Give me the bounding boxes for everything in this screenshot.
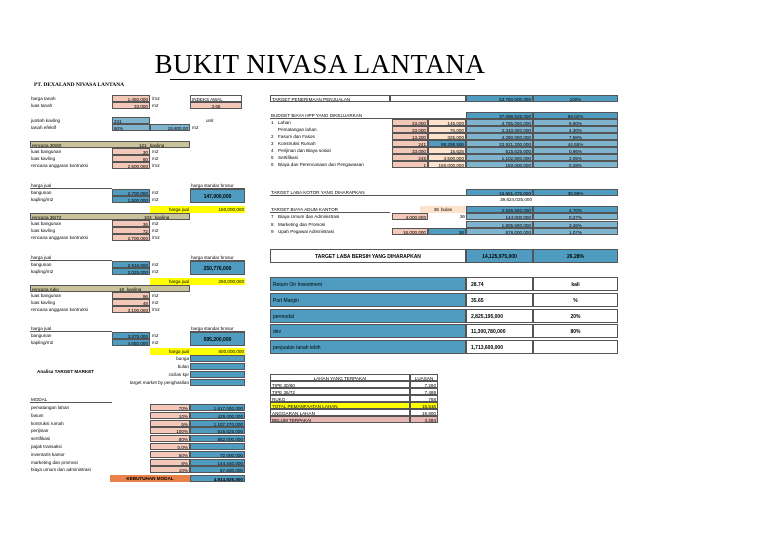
net-profit-pct[interactable]: 26.28% bbox=[533, 249, 618, 263]
modal-row-pct[interactable]: 5% bbox=[150, 420, 190, 427]
adum-row-value[interactable]: 576,000,000 bbox=[466, 228, 533, 235]
cell-unit: m2 bbox=[152, 293, 159, 298]
cell-value[interactable]: 33,000 bbox=[112, 102, 150, 109]
budget-row-qty[interactable]: 33,000 bbox=[392, 147, 428, 154]
cell-value[interactable]: 4,650,000 bbox=[112, 339, 150, 346]
count-unit: kavling bbox=[127, 287, 142, 292]
gross-profit-pct[interactable]: 30.98% bbox=[533, 189, 618, 196]
cell-value[interactable]: 72 bbox=[112, 227, 150, 234]
modal-total-label: KEBUTUHAN MODAL bbox=[110, 475, 190, 482]
budget-total-pct[interactable]: 69.02% bbox=[533, 112, 618, 119]
lahan-row-value[interactable]: 19,800 bbox=[410, 409, 438, 416]
section-header bbox=[30, 141, 190, 148]
budget-row-qty[interactable]: 13,200 bbox=[392, 133, 428, 140]
cell-value[interactable]: 30 bbox=[112, 148, 150, 155]
cell-label: rencana anggaran kontruksi bbox=[31, 307, 88, 312]
modal-row-value[interactable]: 57,600,000 bbox=[190, 466, 245, 473]
cell-value: 39,624,025,000 bbox=[500, 197, 532, 202]
cell-value[interactable]: 2,025,000 bbox=[112, 268, 150, 275]
adum-row-value[interactable]: 1,805,500,000 bbox=[466, 221, 533, 228]
adum-row-months[interactable]: 36 bbox=[459, 214, 465, 219]
modal-row-value[interactable]: 1,617,000,000 bbox=[190, 404, 245, 411]
modal-row-label: kontruksi rumah bbox=[31, 420, 64, 426]
budget-row-pct[interactable]: 7.98% bbox=[533, 133, 618, 140]
cell-label: luas kavling bbox=[31, 228, 56, 233]
cell-label: bangunan bbox=[31, 190, 52, 195]
budget-row-price[interactable]: 150,000,000 bbox=[428, 161, 466, 168]
modal-row-pct[interactable]: 0.0% bbox=[150, 443, 190, 450]
budget-row-pct[interactable]: 2.05% bbox=[533, 154, 618, 161]
lahan-row-value[interactable]: 4,284 bbox=[410, 416, 438, 423]
cell-label: INDEKS AWAL bbox=[190, 95, 242, 102]
modal-row-label: inventaris kantor bbox=[31, 451, 65, 457]
cell-unit: m2 bbox=[152, 300, 159, 305]
cell-unit: /m2 bbox=[152, 163, 160, 168]
budget-row-price[interactable]: 4,500,000 bbox=[428, 154, 466, 161]
cell-unit: m2 bbox=[152, 269, 159, 274]
metric-label: Return On Investment bbox=[270, 277, 466, 291]
modal-row-label: pajak transaksi bbox=[31, 444, 62, 449]
budget-row-price[interactable]: 145,000 bbox=[428, 119, 466, 126]
lahan-row-value[interactable]: 7,260 bbox=[410, 381, 438, 388]
budget-row-label: Lahan bbox=[278, 120, 291, 125]
adum-row-label: Biaya Umum dan Administrasi bbox=[278, 214, 340, 219]
cell-unit: /m2 bbox=[152, 235, 160, 240]
cell-value[interactable]: 96 bbox=[112, 292, 150, 299]
adum-row-pct[interactable]: 0.27% bbox=[533, 213, 618, 220]
cell-label: harga jual bbox=[30, 182, 112, 189]
lahan-row-label: BELUM TERPAKAI bbox=[270, 416, 410, 423]
cell-unit: /m2 bbox=[152, 307, 160, 312]
cell-label: rencana anggaran kontruksi bbox=[31, 235, 88, 240]
budget-header: BUDGET BIAYA HPP YANG DIKELUARKAN bbox=[270, 112, 466, 119]
input-cell[interactable] bbox=[190, 355, 245, 362]
budget-row-qty[interactable]: 33,000 bbox=[392, 126, 428, 133]
months-value[interactable]: 36 bbox=[420, 206, 440, 213]
modal-row-pct[interactable]: 10% bbox=[150, 412, 190, 419]
input-cell[interactable] bbox=[190, 371, 245, 378]
cell-value[interactable]: 48 bbox=[112, 299, 150, 306]
cell-unit: m2 bbox=[152, 156, 159, 161]
modal-row-value[interactable] bbox=[190, 443, 245, 450]
budget-row-no: 1 bbox=[271, 120, 274, 125]
count-value: 104 bbox=[144, 215, 152, 220]
metric-unit: kali bbox=[533, 277, 618, 291]
cell-label: harga standar brosur bbox=[190, 254, 245, 261]
cell-label: bangunan bbox=[31, 333, 52, 338]
budget-row-value[interactable]: 1,102,500,000 bbox=[466, 154, 533, 161]
budget-row-label: Konstruksi Rumah bbox=[278, 141, 316, 146]
modal-header: MODAL bbox=[30, 396, 112, 403]
budget-row-label: Fasum dan Fasos bbox=[278, 134, 315, 139]
lahan-row-label: ANGGARAN LAHAN bbox=[270, 409, 410, 416]
cell-label: kapling/m2 bbox=[31, 269, 54, 274]
budget-row-qty[interactable]: 1 bbox=[392, 161, 428, 168]
cell-label: harga jual bbox=[150, 348, 190, 355]
cell-value[interactable]: 60% bbox=[112, 124, 150, 131]
cell-label: harga standar brosur bbox=[190, 325, 245, 332]
budget-row-value[interactable]: 150,000,000 bbox=[466, 161, 533, 168]
modal-row-value[interactable]: 144,440,000 bbox=[190, 459, 245, 466]
modal-row-pct[interactable]: 50% bbox=[150, 451, 190, 458]
budget-row-qty[interactable]: 241 bbox=[392, 140, 428, 147]
cell-label: luas tanah bbox=[31, 103, 53, 108]
sheet-title: BUKIT NIVASA LANTANA bbox=[154, 49, 486, 79]
gross-profit-value[interactable]: 16,651,475,000 bbox=[466, 189, 533, 196]
cell-label: luas kavling bbox=[31, 300, 56, 305]
cell-unit: unit bbox=[206, 118, 214, 123]
count-unit: kavling bbox=[150, 143, 165, 148]
lahan-row-label: TIPE 30/60 bbox=[270, 381, 410, 388]
budget-row-value[interactable]: 2,310,000,000 bbox=[466, 126, 533, 133]
cell-label: kapling/m2 bbox=[31, 197, 54, 202]
metric-label: penjualan tanah lebih bbox=[270, 340, 466, 354]
cell-value[interactable]: 60 bbox=[112, 155, 150, 162]
net-profit-label: TARGET LABA BERSIH YANG DIHARAPKAN bbox=[270, 249, 466, 263]
cell-label: bangunan bbox=[31, 262, 52, 267]
cell-value[interactable]: 1,450,000 bbox=[112, 95, 150, 102]
cell-value[interactable]: 2,500,000 bbox=[112, 162, 150, 169]
cell-unit: m2 bbox=[152, 333, 159, 338]
standar-price[interactable]: 595,200,000 bbox=[190, 332, 245, 346]
cell-unit: m2 bbox=[152, 190, 159, 195]
count-unit: kavling bbox=[155, 215, 170, 220]
adum-row-amount[interactable]: 16,000,000 bbox=[392, 228, 428, 235]
adum-row-amount[interactable] bbox=[392, 221, 428, 228]
cell-label: TARGET PENERIMAAN PENJUALAN bbox=[270, 95, 390, 102]
budget-row-value[interactable]: 4,290,000,000 bbox=[466, 133, 533, 140]
budget-row-value[interactable]: 515,625,000 bbox=[466, 147, 533, 154]
gross-profit-label: TARGET LABA KOTOR YANG DIHARAPKAN bbox=[270, 189, 466, 196]
cell-value[interactable]: 2,700,000 bbox=[112, 189, 150, 196]
section-header bbox=[30, 213, 190, 220]
section-label: rencana 30/60 bbox=[32, 143, 62, 148]
lahan-row-label: TOTAL PEMANFAATAN LAHAN bbox=[270, 402, 410, 409]
cell-label: target market by penghasilan bbox=[129, 380, 189, 385]
modal-row-pct[interactable]: 70% bbox=[150, 404, 190, 411]
adum-header: TARGET BIAYA ADUM KANTOR bbox=[270, 206, 390, 213]
cell-label: harga jual bbox=[150, 206, 190, 213]
modal-row-pct[interactable]: 8% bbox=[150, 459, 190, 466]
modal-row-pct[interactable]: 80% bbox=[150, 435, 190, 442]
months-unit: bulan bbox=[440, 206, 466, 213]
standar-price[interactable]: 250,776,000 bbox=[190, 261, 245, 275]
input-cell[interactable] bbox=[190, 363, 245, 370]
cell-label: cicilan kpr bbox=[168, 372, 189, 377]
budget-row-value[interactable]: 4,785,000,000 bbox=[466, 119, 533, 126]
adum-row-label: Marketing dan Promosi bbox=[278, 221, 326, 227]
adum-row-months[interactable] bbox=[428, 221, 466, 228]
budget-row-price[interactable]: 99,258,506 bbox=[428, 140, 466, 147]
cell-unit: /m2 bbox=[152, 96, 160, 101]
budget-row-price[interactable]: 325,000 bbox=[428, 133, 466, 140]
modal-row-pct[interactable]: 100% bbox=[150, 427, 190, 434]
net-profit-value[interactable]: 14,125,975,000 bbox=[466, 249, 533, 263]
metric-unit: 80% bbox=[533, 324, 618, 338]
adum-row-pct[interactable]: 1.07% bbox=[533, 228, 618, 235]
cell-value[interactable]: 2,916,000 bbox=[112, 261, 150, 268]
input-cell[interactable] bbox=[190, 379, 245, 386]
budget-row-no: 4 bbox=[271, 148, 274, 153]
modal-row-value[interactable]: 515,625,000 bbox=[190, 427, 245, 434]
cell-value[interactable]: 1,500,000 bbox=[112, 196, 150, 203]
budget-row-price[interactable]: 70,000 bbox=[428, 126, 466, 133]
lahan-header: LAHAN YANG TERPAKAI bbox=[270, 374, 410, 381]
budget-total[interactable]: 37,098,525,000 bbox=[466, 112, 533, 119]
metric-label: dev bbox=[270, 324, 466, 338]
cell-unit: m2 bbox=[152, 228, 159, 233]
cell-value[interactable]: 2,700,000 bbox=[112, 234, 150, 241]
lahan-row-value[interactable]: 768 bbox=[410, 395, 438, 402]
cell-value[interactable]: 3,875,000 bbox=[112, 332, 150, 339]
metric-value[interactable]: 2,825,195,000 bbox=[466, 309, 533, 323]
lahan-row-value[interactable]: 15,516 bbox=[410, 402, 438, 409]
adum-row-no: 7 bbox=[271, 214, 274, 219]
cell-value[interactable]: 36 bbox=[112, 220, 150, 227]
revenue-pct[interactable]: 100% bbox=[533, 95, 618, 102]
cell-unit: m2 bbox=[152, 103, 159, 108]
cell-unit: m2 bbox=[152, 197, 159, 202]
metric-unit bbox=[533, 340, 618, 354]
company-name: PT. DEXALAND NIVASA LANTANA bbox=[34, 82, 125, 88]
cell-unit: m2 bbox=[152, 221, 159, 226]
lahan-row-value[interactable]: 7,488 bbox=[410, 388, 438, 395]
analisa-title: Analisa TARGET MARKET bbox=[37, 369, 95, 374]
budget-row-label: Sertifikasi bbox=[278, 155, 298, 160]
cell-value[interactable]: 3,100,000 bbox=[112, 306, 150, 313]
revenue-value[interactable]: 53,750,000,000 bbox=[466, 95, 533, 102]
metric-unit: % bbox=[533, 293, 618, 307]
section-header bbox=[30, 285, 190, 292]
cell-label: harga jual bbox=[30, 254, 112, 261]
cell-label: jumlah kavling bbox=[31, 118, 61, 123]
adum-total-pct[interactable]: 4.70% bbox=[533, 206, 618, 213]
adum-row-no: 8 bbox=[271, 221, 274, 227]
budget-row-label: Pematangan lahan bbox=[278, 127, 317, 132]
cell-value[interactable]: 241 bbox=[112, 117, 150, 124]
budget-row-no: 2 bbox=[271, 134, 274, 139]
modal-row-value[interactable]: 882,000,000 bbox=[190, 435, 245, 442]
adum-row-amount[interactable]: 4,000,000 bbox=[392, 213, 428, 220]
budget-row-pct[interactable]: 0.28% bbox=[533, 161, 618, 168]
modal-total-value[interactable]: 4,914,935,000 bbox=[190, 475, 245, 482]
modal-row-value[interactable]: 429,000,000 bbox=[190, 412, 245, 419]
section-label: rencana ruko bbox=[32, 287, 59, 292]
metric-unit: 20% bbox=[533, 309, 618, 323]
cell-label: rencana anggaran kontruksi bbox=[31, 163, 88, 168]
cell-label: bunga bbox=[176, 356, 189, 361]
cell-unit: m2 bbox=[152, 262, 159, 267]
adum-row-label: Upah Pegawai Administrasi bbox=[278, 229, 334, 234]
budget-row-label: Biaya dan Perencanaan dan Pengawasan bbox=[278, 162, 364, 167]
cell-value[interactable]: 19,800.00 bbox=[150, 124, 190, 131]
cell-unit: m2 bbox=[152, 149, 159, 154]
metric-value[interactable]: 11,300,780,000 bbox=[466, 324, 533, 338]
adum-row-pct[interactable]: 3.36% bbox=[533, 221, 618, 228]
modal-row-label: sertifikasi bbox=[31, 436, 51, 442]
budget-row-no: 6 bbox=[271, 162, 274, 167]
cell-label: harga standar brosur bbox=[190, 182, 245, 189]
budget-row-qty[interactable]: 33,000 bbox=[392, 119, 428, 126]
cell-label: tanah efektif bbox=[31, 125, 57, 130]
cell-label: bulan bbox=[177, 364, 189, 369]
count-value: 121 bbox=[139, 143, 147, 148]
sale-price[interactable]: 600,000,000 bbox=[190, 348, 245, 355]
budget-row-pct[interactable]: 4.30% bbox=[533, 126, 618, 133]
sale-price[interactable]: 250,000,000 bbox=[190, 278, 245, 285]
cell-unit: m2 bbox=[152, 340, 159, 345]
lahan-row-label: RUKO bbox=[270, 395, 410, 402]
cell-label: harga tanah bbox=[31, 96, 56, 101]
cell-label: kapling/m2 bbox=[31, 340, 54, 345]
budget-row-no: 3 bbox=[271, 141, 274, 146]
budget-row-pct[interactable]: 0.96% bbox=[533, 147, 618, 154]
budget-row-pct[interactable]: 44.55% bbox=[533, 140, 618, 147]
metric-value[interactable]: 28.74 bbox=[466, 277, 533, 291]
cell-label: harga jual bbox=[30, 325, 112, 332]
budget-row-pct[interactable]: 8.90% bbox=[533, 119, 618, 126]
adum-row-months[interactable]: 36 bbox=[428, 228, 466, 235]
count-value: 16 bbox=[119, 287, 125, 292]
cell-label: luas kavling bbox=[31, 156, 56, 161]
modal-row-label: perijinan bbox=[31, 428, 49, 434]
adum-total[interactable]: 2,525,500,000 bbox=[466, 206, 533, 213]
modal-row-value[interactable]: 1,107,270,000 bbox=[190, 420, 245, 427]
cell-label: luas bangunan bbox=[31, 221, 62, 226]
modal-row-label: pematangan lahan bbox=[31, 405, 70, 410]
modal-row-value[interactable]: 72,000,000 bbox=[190, 451, 245, 458]
lahan-row-label: TIPE 36/72 bbox=[270, 388, 410, 395]
cell-label: harga jual bbox=[150, 278, 190, 285]
lahan-header: LUASAN bbox=[410, 374, 438, 381]
modal-row-label: marketing dan promosi bbox=[31, 459, 78, 465]
budget-row-no: 5 bbox=[271, 155, 274, 160]
metric-value[interactable]: 1,713,600,000 bbox=[466, 340, 533, 354]
metric-label: Port Margin bbox=[270, 293, 466, 307]
budget-row-value[interactable]: 23,921,300,000 bbox=[466, 140, 533, 147]
cell-unit: m2 bbox=[192, 125, 199, 130]
budget-row-price[interactable]: 15,625 bbox=[428, 147, 466, 154]
metric-label: permodal bbox=[270, 309, 466, 323]
budget-row-label: Perijinan dan Biaya sosial bbox=[278, 148, 331, 153]
cell-value[interactable]: 3.65 bbox=[190, 102, 242, 109]
sale-price[interactable]: 150,000,000 bbox=[190, 206, 245, 213]
budget-row-qty[interactable]: 245 bbox=[392, 154, 428, 161]
title-underline bbox=[170, 79, 475, 80]
standar-price[interactable]: 147,000,000 bbox=[190, 189, 245, 203]
modal-row-label: fasum bbox=[31, 412, 44, 418]
cell-empty bbox=[390, 95, 466, 102]
metric-value[interactable]: 35.65 bbox=[466, 293, 533, 307]
section-label: rencana 36/72 bbox=[32, 215, 62, 220]
cell-label: luas bangunan bbox=[31, 293, 62, 298]
adum-row-value[interactable]: 144,000,000 bbox=[466, 213, 533, 220]
modal-row-pct[interactable]: 10% bbox=[150, 466, 190, 473]
modal-row-label: biaya umum dan administrasi bbox=[31, 467, 91, 473]
cell-label: luas bangunan bbox=[31, 149, 62, 154]
adum-row-no: 9 bbox=[271, 229, 274, 234]
